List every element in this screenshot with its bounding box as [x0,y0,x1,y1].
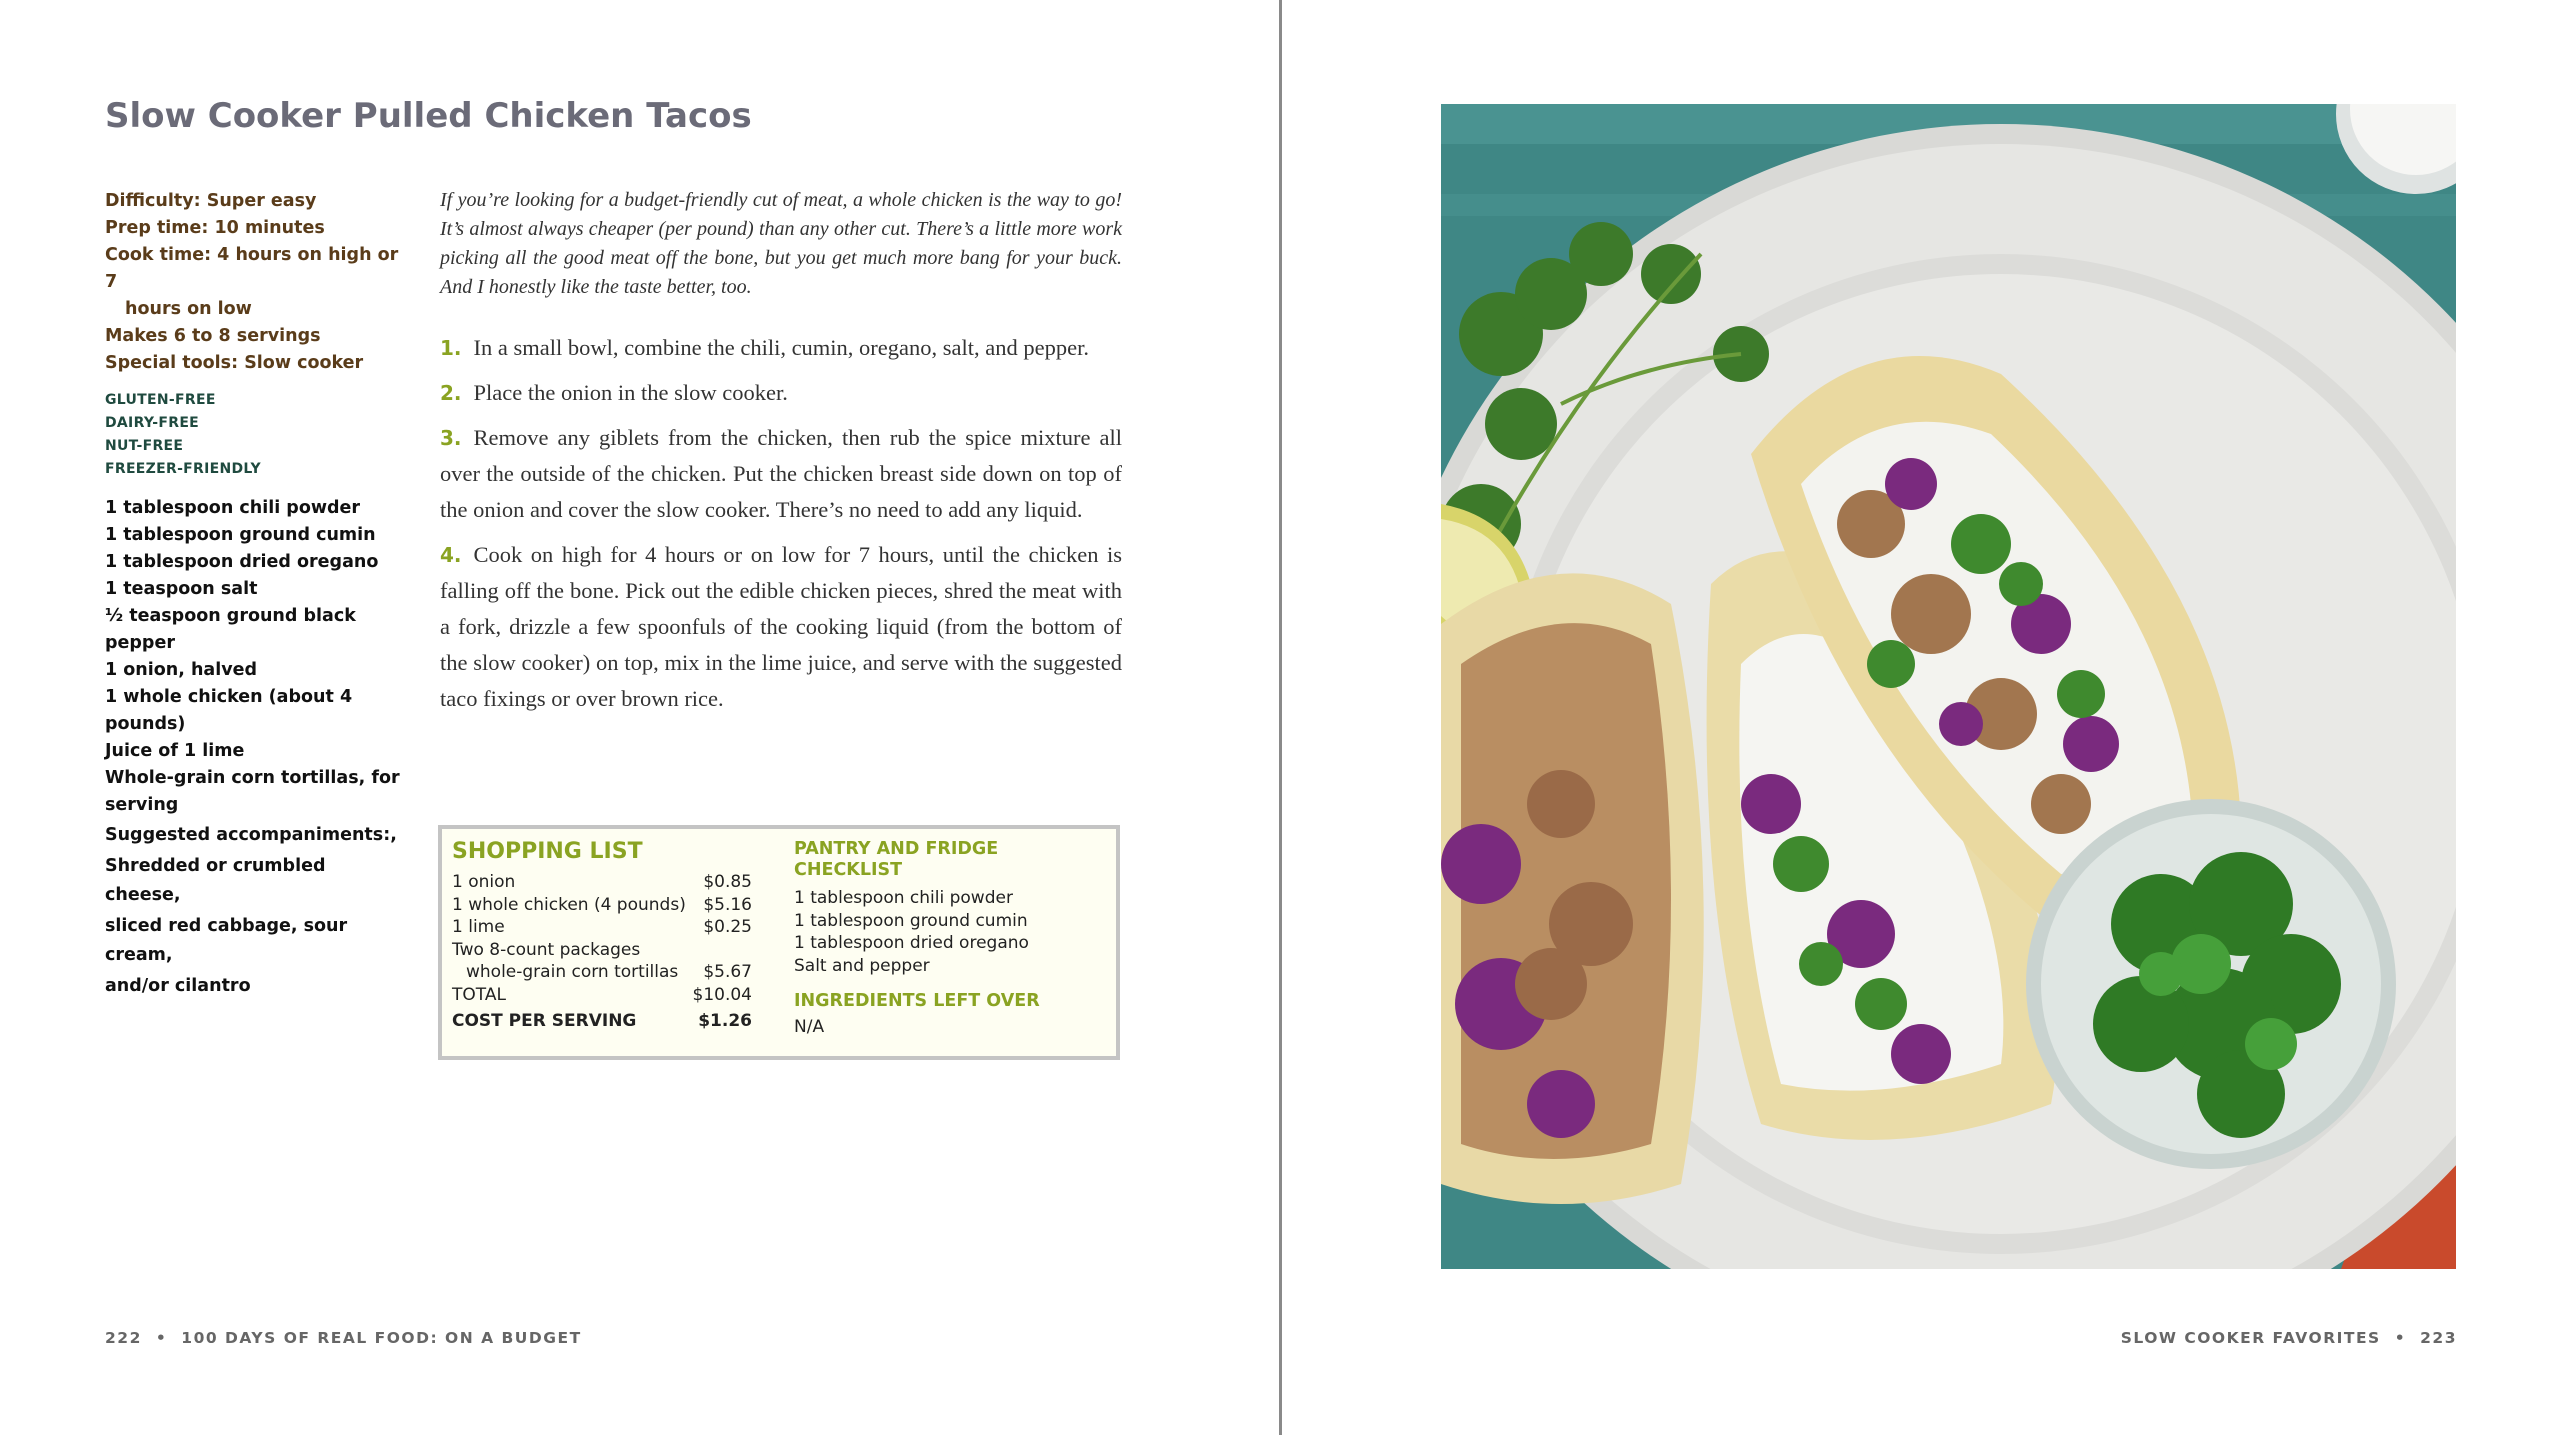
ingredient-item: 1 tablespoon ground cumin [105,525,376,545]
shopping-price: $5.67 [703,962,752,982]
shopping-price: $0.25 [703,917,752,937]
recipe-intro: If you’re looking for a budget-friendly cut of meat, a whole chicken is the way to go! It’s almost always cheaper (per pound) than any other cut. There’s a little more work picking all the good meat off the bone, but you get much more bang for your buck. And I honestly like the taste better, too. [440,189,1122,298]
cost-per-serving-value: $1.26 [698,1011,752,1031]
prep-time-text: Prep time: 10 minutes [105,218,325,238]
book-gutter [1279,0,1282,1435]
pantry-item: 1 tablespoon ground cumin [794,910,1028,931]
pantry-heading: PANTRY AND FRIDGE [794,839,999,859]
recipe-steps [440,330,1122,726]
diet-tag: DAIRY-FREE [105,415,200,431]
step-number: 2. [440,381,462,405]
recipe-sidebar [105,188,405,1001]
cost-per-serving-label: COST PER SERVING [452,1011,637,1031]
pantry-heading-cont: CHECKLIST [794,860,903,880]
step [440,537,1122,717]
recipe-title: Slow Cooker Pulled Chicken Tacos [105,96,752,136]
shopping-item: 1 whole chicken (4 pounds) [452,894,686,915]
chapter-title: SLOW COOKER FAVORITES [2120,1329,2381,1347]
book-title: 100 DAYS OF REAL FOOD: ON A BUDGET [181,1329,582,1347]
shopping-list-heading: SHOPPING LIST [452,839,643,864]
ingredient-item: serving [105,795,179,815]
shopping-box [438,825,1120,1060]
accompaniment-item: Shredded or crumbled cheese, [105,856,326,905]
step [440,330,1122,366]
shopping-list [452,837,752,1033]
shopping-row [452,939,752,962]
shopping-price: $10.04 [692,984,752,1005]
step-number: 3. [440,426,462,450]
step-text: Remove any giblets from the chicken, then rub the spice mixture all over the outside of the chicken. Put the chicken breast side down on top of the onion and cover the slow cooker. There’s no need to add any liquid. [440,425,1122,522]
shopping-item: TOTAL [452,984,506,1005]
footer-separator: • [155,1329,168,1347]
special-tools-text: Special tools: Slow cooker [105,353,364,373]
accompaniments-heading: Suggested accompaniments:, [105,825,397,845]
pantry-item: Salt and pepper [794,955,930,976]
diet-tag: GLUTEN-FREE [105,392,216,408]
step-text: Place the onion in the slow cooker. [473,380,788,405]
ingredient-item: Juice of 1 lime [105,741,245,761]
page-number: 222 [105,1329,142,1347]
pantry-item: 1 tablespoon chili powder [794,888,1013,908]
step-number: 1. [440,336,462,360]
ingredient-item: 1 tablespoon chili powder [105,498,361,518]
diet-tag: NUT-FREE [105,438,184,454]
shopping-item: 1 onion [452,872,516,892]
shopping-item: whole-grain corn tortillas [466,962,679,982]
step-number: 4. [440,543,462,567]
tacos-photo-illustration [1441,104,2456,1269]
ingredient-item: 1 onion, halved [105,660,258,680]
ingredient-list [105,495,405,1001]
ingredient-item: 1 teaspoon salt [105,579,258,599]
ingredient-item: 1 tablespoon dried oregano [105,552,379,572]
tacos-photo [1441,104,2456,1269]
left-over-value: N/A [794,1017,825,1037]
step [440,375,1122,411]
right-footer [2121,1329,2457,1347]
ingredient-item: pepper [105,633,175,653]
ingredient-item: Whole-grain corn tortillas, for [105,768,400,788]
ingredient-item: ½ teaspoon ground black [105,606,356,626]
cost-per-serving-row [452,1010,752,1033]
left-over-heading: INGREDIENTS LEFT OVER [794,991,1040,1011]
footer-separator: • [2394,1329,2407,1347]
shopping-row-total [452,984,752,1007]
diet-tags [105,389,405,481]
ingredient-item: 1 whole chicken (about 4 [105,687,353,707]
shopping-item: 1 lime [452,917,505,937]
shopping-row [452,961,752,984]
accompaniment-item: sliced red cabbage, sour cream, [105,916,348,965]
shopping-row [452,916,752,939]
shopping-row [452,871,752,894]
cook-time-text: Cook time: 4 hours on high or 7 [105,245,399,292]
shopping-row [452,894,752,917]
pantry-checklist [794,839,1094,1039]
diet-tag: FREEZER-FRIENDLY [105,461,261,477]
pantry-list [794,887,1094,977]
cook-time-text-cont: hours on low [125,299,252,319]
page-number: 223 [2420,1329,2457,1347]
shopping-price: $0.85 [703,872,752,892]
left-footer [105,1329,582,1347]
ingredient-item: pounds) [105,714,186,734]
step-text: In a small bowl, combine the chili, cumin, oregano, salt, and pepper. [473,335,1089,360]
pantry-item: 1 tablespoon dried oregano [794,933,1029,953]
accompaniment-item: and/or cilantro [105,976,251,996]
shopping-price: $5.16 [703,894,752,915]
shopping-item: Two 8-count packages [452,939,641,960]
step [440,420,1122,528]
difficulty-text: Difficulty: Super easy [105,191,317,211]
step-text: Cook on high for 4 hours or on low for 7 hours, until the chicken is falling off the bone. Pick out the edible chicken pieces, shred the meat with a fork, drizzle a few spoonfuls of the cooking liquid (from the bottom of the slow cooker) on top, mix in the lime juice, and serve with the suggested taco fixings or over brown rice. [440,542,1122,711]
servings-text: Makes 6 to 8 servings [105,326,321,346]
